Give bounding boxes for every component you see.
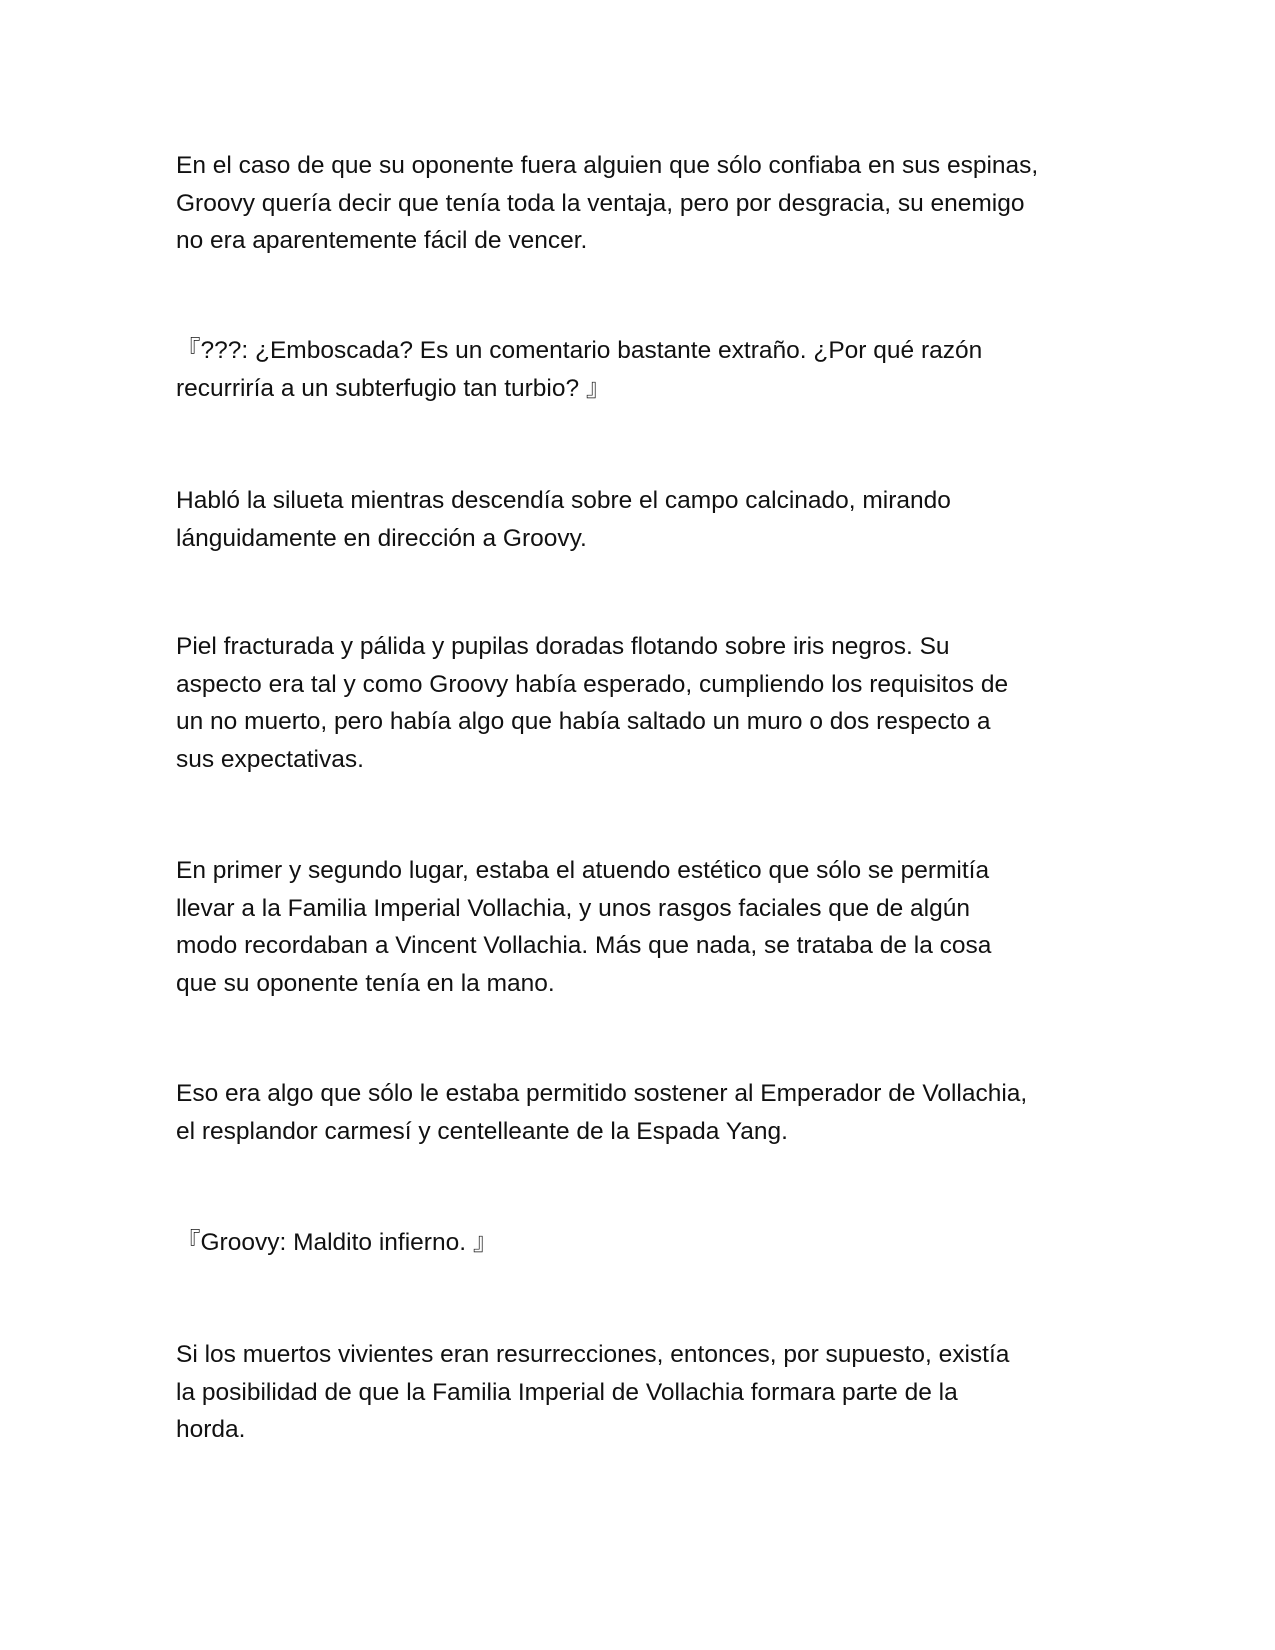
paragraph-narration-5: Eso era algo que sólo le estaba permitido sostener al Emperador de Vollachia, el resplandor carmesí y centelleante de la Espada Yang. — [176, 1080, 1028, 1145]
paragraph-dialogue-1: 『???: ¿Emboscada? Es un comentario bastante extraño. ¿Por qué razón recurriría a un subterfugio tan turbio? 』 — [176, 337, 983, 402]
paragraph-narration-3: Piel fracturada y pálida y pupilas doradas flotando sobre iris negros. Su aspecto era tal y como Groovy había esperado, cumpliendo los requisitos de un no muerto, pero había algo que había saltado un muro o dos respecto a sus expectativas. — [176, 633, 1009, 773]
paragraph-narration-1: En el caso de que su oponente fuera alguien que sólo confiaba en sus espinas, Groovy quería decir que tenía toda la ventaja, pero por desgracia, su enemigo no era aparentemente fácil de vencer. — [176, 152, 1039, 254]
paragraph-dialogue-2: 『Groovy: Maldito infierno. 』 — [176, 1229, 498, 1256]
paragraph-narration-6: Si los muertos vivientes eran resurrecciones, entonces, por supuesto, existía la posibilidad de que la Familia Imperial de Vollachia formara parte de la horda. — [176, 1341, 1010, 1443]
paragraph-narration-4: En primer y segundo lugar, estaba el atuendo estético que sólo se permitía llevar a la Familia Imperial Vollachia, y unos rasgos faciales que de algún modo recordaban a Vincent Vollachia. Más que nada, se trataba de la cosa que su oponente tenía en la mano. — [176, 857, 992, 997]
paragraph-narration-2: Habló la silueta mientras descendía sobre el campo calcinado, mirando lánguidamente en dirección a Groovy. — [176, 487, 951, 552]
